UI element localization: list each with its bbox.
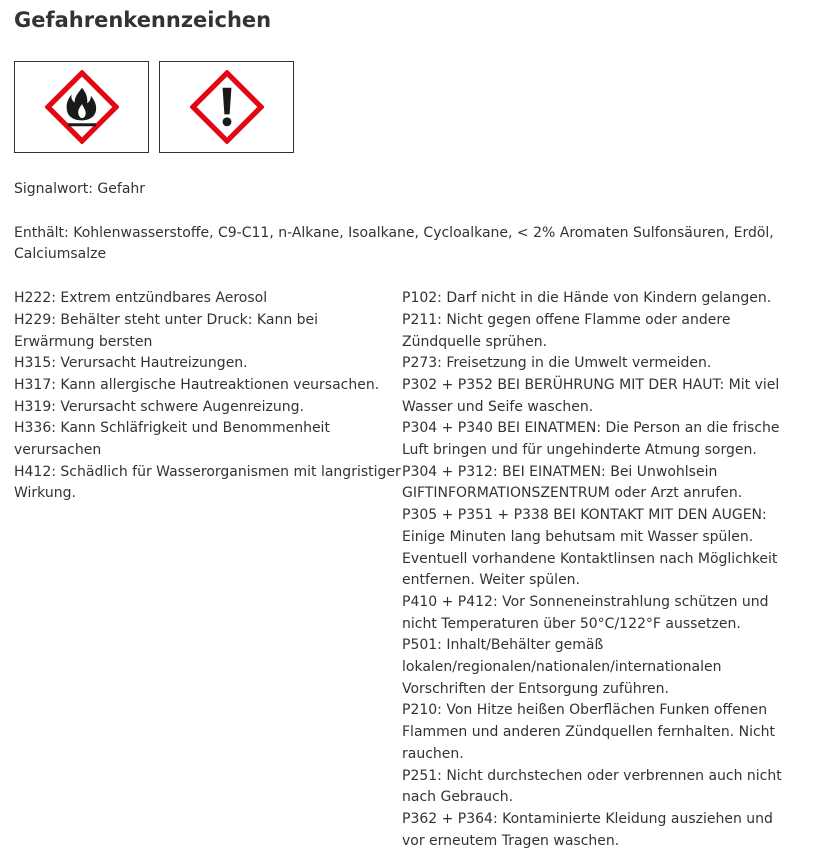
pictogram-row [14, 61, 806, 153]
precautionary-statement: P304 + P340 BEI EINATMEN: Die Person an die frische Luft bringen und für ungehinderte Atmung sorgen. [402, 420, 780, 459]
contains-text: Enthält: Kohlenwasserstoffe, C9-C11, n-Alkane, Isoalkane, Cycloalkane, < 2% Aromaten Sulfonsäuren, Erdöl, Calciumsalze [14, 224, 774, 263]
precautionary-statement: P211: Nicht gegen offene Flamme oder andere Zündquelle sprühen. [402, 311, 731, 350]
statements-columns [14, 288, 806, 852]
precautionary-statement: P302 + P352 BEI BERÜHRUNG MIT DER HAUT: Mit viel Wasser und Seife waschen. [402, 376, 780, 415]
precautionary-statement: P305 + P351 + P338 BEI KONTAKT MIT DEN AUGEN: Einige Minuten lang behutsam mit Wasser spülen. Eventuell vorhandene Kontaktlinsen nach Möglichkeit entfernen. Weiter spülen. [402, 507, 778, 589]
hazard-statements-column [14, 288, 402, 852]
precautionary-statement: P273: Freisetzung in die Umwelt vermeiden. [402, 355, 712, 372]
hazard-section [14, 0, 806, 852]
hazard-statement: H412: Schädlich für Wasserorganismen mit langristiger Wirkung. [14, 463, 401, 502]
ghs02-flame-icon [45, 70, 119, 144]
signal-word: Signalwort: Gefahr [14, 181, 146, 197]
hazard-statement: H229: Behälter steht unter Druck: Kann bei Erwärmung bersten [14, 311, 319, 350]
pictogram-exclamation [159, 61, 294, 153]
precautionary-statements-column [402, 288, 796, 852]
precautionary-statement: P362 + P364: Kontaminierte Kleidung ausziehen und vor erneutem Tragen waschen. [402, 810, 773, 849]
hazard-statement: H319: Verursacht schwere Augenreizung. [14, 398, 304, 415]
hazard-statement: H222: Extrem entzündbares Aerosol [14, 290, 268, 307]
ghs07-exclamation-icon [190, 70, 264, 144]
precautionary-statement: P501: Inhalt/Behälter gemäß lokalen/regionalen/nationalen/internationalen Vorschriften der Entsorgung zuführen. [402, 637, 722, 697]
pictogram-flame [14, 61, 149, 153]
hazard-statement: H315: Verursacht Hautreizungen. [14, 355, 248, 372]
precautionary-statement: P304 + P312: BEI EINATMEN: Bei Unwohlsein GIFTINFORMATIONSZENTRUM oder Arzt anrufen. [402, 463, 743, 502]
precautionary-statement: P410 + P412: Vor Sonneneinstrahlung schützen und nicht Temperaturen über 50°C/122°F aussetzen. [402, 593, 769, 632]
precautionary-statement: P251: Nicht durchstechen oder verbrennen auch nicht nach Gebrauch. [402, 767, 782, 806]
precautionary-statement: P210: Von Hitze heißen Oberflächen Funken offenen Flammen und anderen Zündquellen fernhalten. Nicht rauchen. [402, 702, 776, 762]
hazard-statement: H336: Kann Schläfrigkeit und Benommenheit verursachen [14, 420, 330, 459]
precautionary-statement: P102: Darf nicht in die Hände von Kindern gelangen. [402, 290, 772, 307]
section-title: Gefahrenkennzeichen [14, 8, 272, 32]
hazard-statement: H317: Kann allergische Hautreaktionen veursachen. [14, 376, 380, 393]
